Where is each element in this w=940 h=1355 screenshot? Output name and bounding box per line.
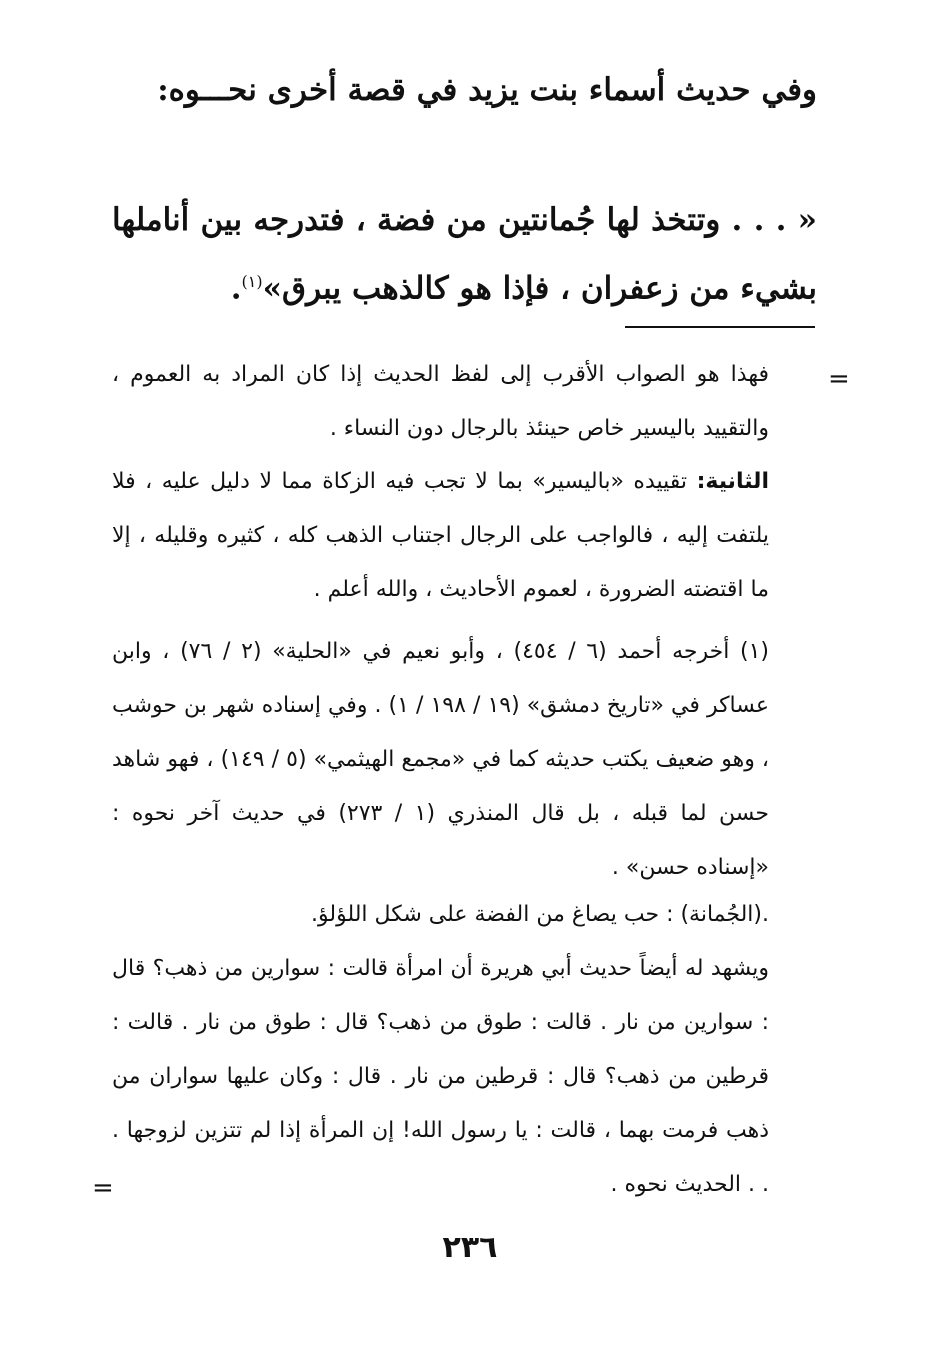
continuation-mark-bottom: =: [92, 1173, 114, 1203]
footnote-1: [112, 625, 817, 895]
note-paragraph-1: [112, 348, 817, 456]
intro-text: وفي حديث أسماء بنت يزيد في قصة أخرى نحـــوه:: [157, 72, 817, 108]
note-text-1: فهذا هو الصواب الأقرب إلى لفظ الحديث إذا كان المراد به العموم ، والتقييد باليسير خاص حينئذ بالرجال دون النساء .: [112, 362, 769, 441]
note-text-2: [112, 455, 817, 617]
footnote-divider: [625, 326, 815, 328]
footnote-text: (١) أخرجه أحمد (٦ / ٤٥٤) ، وأبو نعيم في «الحلية» (٢ / ٧٦) ، وابن عساكر في «تاريخ دمشق» (١٩ / ١٩٨ / ١) . وفي إسناده شهر بن حوشب ، وهو ضعيف يكتب حديثه كما في «مجمع الهيثمي» (٥ / ١٤٩) ، فهو شاهد حسن لما قبله ، بل قال المنذري (١ / ٢٧٣) في حديث آخر نحوه : «إسناده حسن» .: [112, 639, 770, 880]
gloss-line: [112, 888, 817, 942]
page-number: ٢٣٦: [442, 1230, 498, 1265]
gloss-text: .(الجُمانة) : حب يصاغ من الفضة على شكل اللؤلؤ.: [311, 902, 769, 927]
intro-paragraph: [112, 60, 817, 121]
supporting-hadith-paragraph: [112, 942, 817, 1212]
note-paragraph-2: [112, 455, 817, 617]
quote-end: .: [230, 270, 242, 307]
hadith-quote-paragraph: [112, 190, 817, 319]
note-body: تقييده «باليسير» بما لا تجب فيه الزكاة مما لا دليل عليه ، فلا يلتفت إليه ، فالواجب على الرجال اجتناب الذهب كله ، كثيره وقليله ، إلا ما اقتضته الضرورة ، لعموم الأحاديث ، والله أعلم .: [112, 469, 769, 602]
footnote-marker: (١): [241, 272, 263, 291]
note-lead: الثانية:: [696, 469, 769, 494]
continuation-mark-top: =: [828, 364, 850, 394]
quote-text: « . . . وتتخذ لها جُمانتين من فضة ، فتدرجه بين أناملها بشيء من زعفران ، فإذا هو كالذهب يبرق»: [112, 202, 817, 307]
hadith-quote: [112, 190, 817, 319]
supporting-hadith-text: ويشهد له أيضاً حديث أبي هريرة أن امرأة قالت : سوارين من ذهب؟ قال : سوارين من نار . قالت : طوق من ذهب؟ قال : طوق من نار . قالت : قرطين من ذهب؟ قال : قرطين من نار . قال : وكان عليها سواران من ذهب فرمت بهما ، قالت : يا رسول الله! إن المرأة إذا لم تتزين لزوجها . . . الحديث نحوه .: [112, 956, 769, 1197]
